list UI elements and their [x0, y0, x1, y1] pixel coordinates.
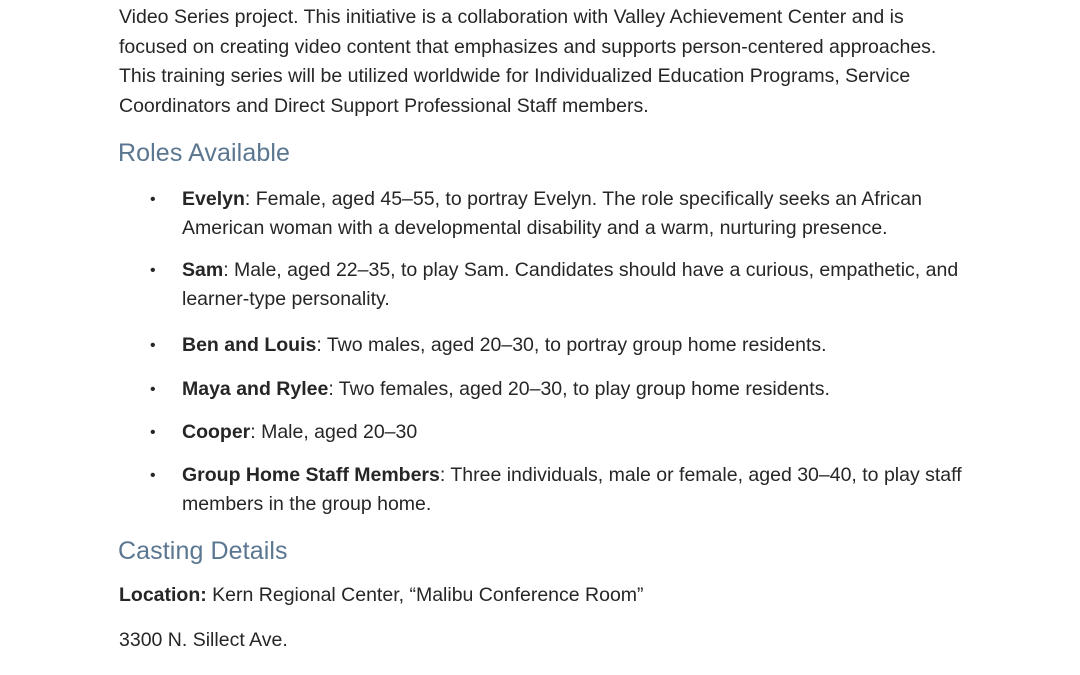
location-line — [119, 581, 644, 610]
roles-heading: Roles Available — [118, 139, 290, 167]
role-name: Group Home Staff Members — [182, 464, 440, 486]
casting-heading: Casting Details — [118, 537, 288, 565]
role-item-cooper — [150, 418, 972, 447]
role-item-group-home-staff — [150, 461, 972, 519]
role-name: Maya and Rylee — [182, 378, 329, 400]
role-item-sam — [150, 256, 972, 314]
role-name: Ben and Louis — [182, 334, 317, 356]
role-description: : Three individuals, male or female, aged 30–40, to play staff members in the group home. — [182, 464, 962, 515]
bullet-icon: • — [150, 262, 156, 279]
role-item-ben-and-louis — [150, 331, 972, 360]
bullet-icon: • — [150, 337, 156, 354]
role-name: Cooper — [182, 421, 251, 443]
location-value: Kern Regional Center, “Malibu Conference Room” — [206, 584, 644, 606]
role-item-evelyn — [150, 185, 972, 243]
bullet-icon: • — [150, 191, 156, 208]
role-description: : Male, aged 20–30 — [250, 421, 418, 443]
address-line: 3300 N. Sillect Ave. — [119, 629, 288, 651]
bullet-icon: • — [150, 467, 156, 484]
role-description: : Female, aged 45–55, to portray Evelyn. The role specifically seeks an African American woman with a developmental disability and a warm, nurturing presence. — [182, 188, 922, 239]
role-description: : Male, aged 22–35, to play Sam. Candidates should have a curious, empathetic, and learner-type personality. — [182, 259, 959, 310]
role-name: Sam — [182, 259, 224, 281]
intro-paragraph: Video Series project. This initiative is a collaboration with Valley Achievement Center and is focused on creating video content that emphasizes and supports person-centered approaches. This training series will be utilized worldwide for Individualized Education Programs, Service Coordinators and Direct Support Professional Staff members. — [119, 6, 937, 117]
location-label: Location: — [119, 584, 207, 606]
role-description: : Two females, aged 20–30, to play group home residents. — [328, 378, 830, 400]
role-name: Evelyn — [182, 188, 245, 210]
bullet-icon: • — [150, 381, 156, 398]
bullet-icon: • — [150, 424, 156, 441]
role-description: : Two males, aged 20–30, to portray group home residents. — [316, 334, 827, 356]
role-item-maya-and-rylee — [150, 375, 972, 404]
